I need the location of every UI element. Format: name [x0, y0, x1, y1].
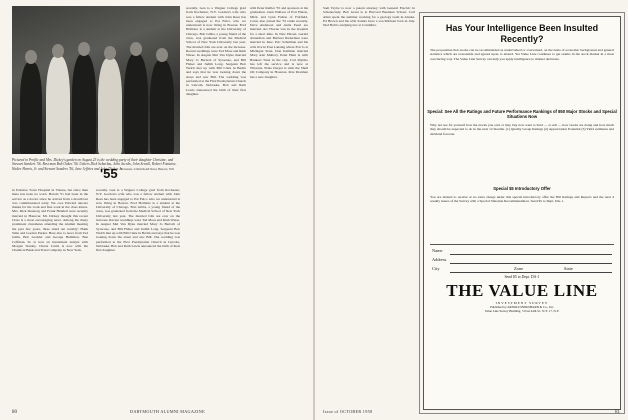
brand-publisher: Published by ARNOLD BERNHARD & Co., Inc. [490, 304, 554, 309]
left-page [0, 0, 313, 420]
ad-headline: Has Your Intelligence Been Insulted Recently? [445, 23, 599, 44]
page-number-left: 80 [12, 410, 17, 415]
ad-subhead-2: Special $5 Introductory Offer [493, 186, 551, 191]
class-year-heading: '55 [100, 166, 118, 181]
ad-subhead-1: Special: See All the Ratings and Future Performance Rankings of 850 Major Stocks and Special Situations Now [427, 109, 617, 119]
form-address-field[interactable]: Address [432, 256, 447, 262]
photo-caption: Pictured in Profile and Mrs. Dickey's garden on August 23 is the wedding party of their daughter Christine, and Stewart Sanders '56. Best man Bob Oakes '56. Ushers Dick Scharlau, John Jacobs, John Sewall, Robert Fontaine, Walter Harris, Jr. and Stewart Sanders '56, Jane Jeffries and John Dickey Jr. [12, 158, 177, 171]
value-line-ad [423, 16, 621, 410]
footer-right: Issue of OCTOBER 1958 [323, 409, 373, 414]
brand-address: Value Line Survey Building, 5 East 44th St., N.Y. 17, N.Y. [484, 308, 560, 313]
column-1b: recently. Gen is a Wagner College grad from Rochester, N.Y. Gordon's wife who was a fellow student with John Rees has been engaged to Pat Fulco who we understand is now living in Boston. Fred Hollister is a student at the University of Chicago. Bob Gibbs, a young friend of the class, was graduated from the Medical School of New York University last year. The married folk are ever on the increase. Recent weddings were Tad Moss and Ruth Wiese. In August Mel Van Dyke married Mary Jo Bertsch of Syracuse, and Bill Fisher and Judith Long. Sergeant Bob Welch met up with Bill Clark in Berlin and says that he was looking down the street and saw Bill. The wedding was performed at the First Presbyterian Church in Lincoln, Nebraska. Bob and Ruth Lewis announced the birth of their first daughter. [96, 188, 180, 253]
brand-subtitle: INVESTMENT SURVEY [495, 300, 549, 305]
right-page [315, 0, 628, 420]
ad-intro: The proposition that stocks can be recommended as undervalued or overvalued, on the basis of economic background and general statistics which are reasonable and agreed upon, is absurd. Yet Value Line continues to get results in the stock market in a most convincing way. The Value Line Survey can help you apply intelligence to market decisions. [430, 48, 614, 61]
column-2: recently. Gen is a Wagner College grad from Rochester, N.Y. Gordon's wife who was a fellow student with John Rees has been engaged to Pat Fulco who we understand is now living in Boston. Fred Hollister is a student at the University of Chicago. Bob Gibbs, a young friend of the class, was graduated from the Medical School of New York University last year. The married folk are ever on the increase. Recent weddings were Tad Moss and Ruth Wiese. In August Mel Van Dyke married Mary Jo Bertsch of Syracuse, and Bill Fisher and Judith Long. Sergeant Bob Welch met up with Bill Clark in Berlin and says that he was looking down the street and saw Bill. The wedding was performed at the First Presbyterian Church in Lincoln, Nebraska. Bob and Ruth Lewis announced the birth of their first daughter. [186, 6, 246, 96]
form-note: Send $5 to Dept. DA-1 [504, 274, 540, 279]
ad-body-3: You are invited to receive at no extra charge under this special introductory offer the 850 Ratings and Reports and the next 4 weekly issues of the Survey with a Special Situation Recommendation. Send $5 to Dept. DA-1. [430, 195, 614, 204]
column-1: in Palomar Town Hospital in Vienna, but since then there has been no word. Harold '51 had been in the service as a doctor since he arrived from a month but was commissioned early. We owe Edward sincere thanks for his work and fine work in the class letters. Mrs. Dick Dessiorg and Frank Hundell were recently married in Hanover. Mr. Dickey thought this recent Class is a most encouraging news. Among the many prominent classmates attending the Alumni meeting the past few years, three stand out notably: Hank Sims and Gordon Parker. Here also is news from Ted Gillis, Bob Geckler and George Hamilton. Ben Coffman, Sr. is now an investment analyst with Morgan Stanley. Chuck Curtis is now with the Chemical Bank and Trust Company in New York. [12, 188, 88, 253]
column-right-1: Sam Taylor is now a patent attorney with General Electric in Schenectady. Bob Grant is at Harvard Business School. Carl Allen spent the summer working for a geology team in Alaska. Ed Brown and his wife Sandra have a son Michael born in July. Ned Ball is studying law at Columbia. [323, 6, 415, 28]
ad-divider [430, 244, 614, 245]
form-name-field[interactable]: Name [432, 247, 443, 253]
ad-body-2: Why not see for yourself how the stocks you own or may buy now want to hold — or sell — how stocks are doing and how much they should be expected to do in the next 12 months. (1) Quality Group Ratings (2) Appreciation Potential (3) Yield estimates and dividend forecast. [430, 123, 614, 136]
wedding-photo [12, 6, 180, 154]
footer-left: DARTMOUTH ALUMNI MAGAZINE [130, 409, 205, 414]
class-year-caption: Secretaries, 24 Dartmouth Street, Hanover, N.H. [120, 168, 175, 171]
page-number-right: 81 [615, 410, 620, 415]
brand-name: THE VALUE LINE [446, 280, 598, 300]
column-3: with Peter Reiller '55 and sponsors at his graduation. Glen Wallace of Port Huron, Mich. and Lynn Fulton of Fairfield, Conn. also joined the '55 ranks recently. Dave Anderson and Anita Pearl are married. Art Thorne was in the hospital for a short time. In New Haven, Gerald Alsterman and Barbara Ruderman were married in June. Eric Schulman and his wife live in East Lansing where Eric is at Michigan State. Don Kallman married Mary Ann Mallory. Peter Hunt is with Bankers Trust in the city. Carl Myrmo has left the service and is now at Wharton. Ernie Dreyer is with the Shell Oil Company in Houston. Pete Pearman has a new daughter. [250, 6, 308, 79]
form-city-field[interactable]: City Zone State [432, 265, 573, 271]
